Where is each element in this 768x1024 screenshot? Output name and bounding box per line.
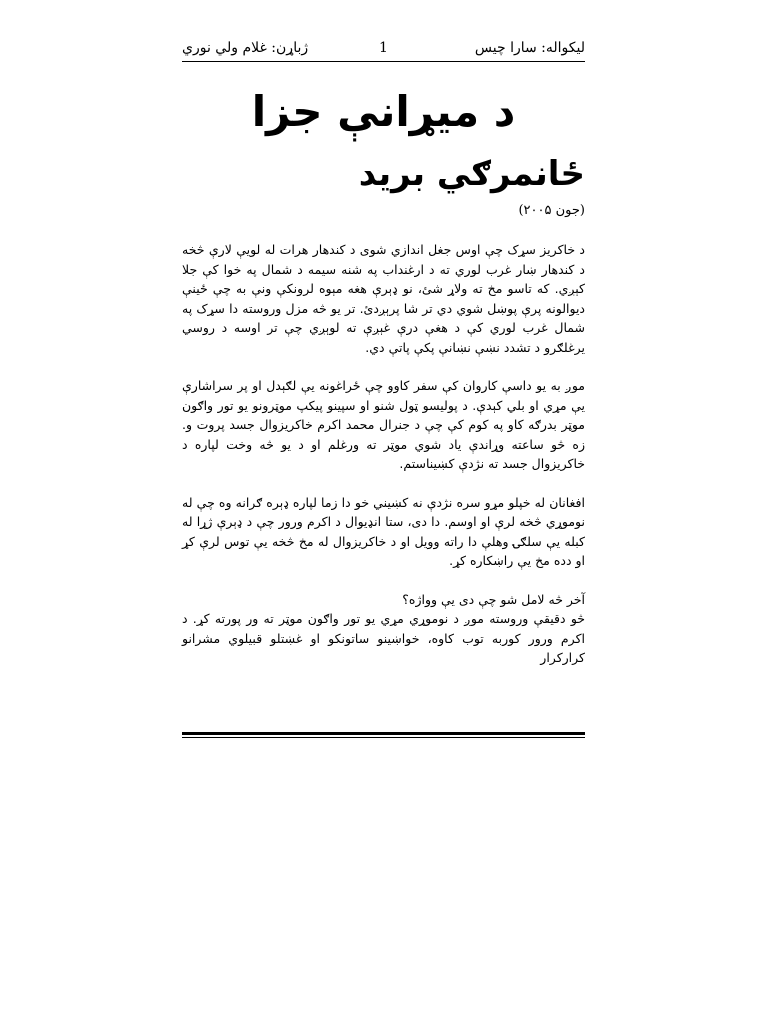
paragraph: موږ به يو داسې کاروان کې سفر کاوو چې ځراغونه يې لګېدل او پر سراشارې يې مړي او بلي کېدې. د پوليسو ټول شنو او سپينو پيکپ موټرونو يو تور واګون موټر بدرګه کاو په کوم کې چې د جنرال محمد اکرم خاکريزوال جسد پروت و. زه څو ساعته وړاندې ياد شوي موټر ته ورغلم او د يو څه وخت لپاره د خاکريزوال جسد ته نژدې کښيناستم. [182,378,585,471]
footer-rule-thin [182,737,585,738]
header-rule [182,61,585,62]
paragraph: د خاکريز سړک چې اوس جغل اندازي شوی د کندهار هرات له لويې لارې څخه د کندهار ښار غرب لوري ته د ارغنداب په شنه سيمه د شمال په خوا کې جلا کېږي. که تاسو مخ ته ولاړ شئ، نو ډېرې هغه مېوه لرونکې ونې به چې ځينې ديوالونه پرې پوښل شوي دي تر شا پرېږدئ. تر يو څه مزل وروسته دا سړک په شمال غرب لوري کې د هغې درې غېږې ته لوېږي چې تر اوسه د روسي يرغلګرو د تشدد نښې نښانې پکې پاتې دي. [182,242,585,355]
document-subtitle: ځانمرګي بريد [358,154,585,194]
publication-date: (جون ۲۰۰۵) [518,203,585,218]
page-number: 1 [379,40,388,56]
running-header [182,38,585,62]
footer-rule [182,732,585,735]
question-line: آخر څه لامل شو چې دی يې وواژه؟ [402,591,585,607]
document-title: د ميړانې جزا [251,87,516,136]
paragraph: افغانان له خپلو مړو سره نژدې نه کښيني خو دا زما لپاره ډېره ګرانه وه چې له نوموړي څخه لرې او اوسم. دا دی، ستا انډيوال د اکرم ورور چې د ډېرې ژړا له کبله يې سلګۍ وهلې دا راته وويل او د خاکريزوال له مخ څخه يې توس لرې کړ او دده مخ يې راښکاره کړ. [182,494,585,568]
header-author: ليکواله: سارا چيس [474,40,585,56]
article-body [182,240,585,668]
paragraph: څو دقيقې وروسته موږ د نوموړي مړي يو تور واګون موټر ته ور پورته کړ. د اکرم ورور کوربه توب کاوه، خواښينو ساتونکو او غښتلو قبيلوي مشرانو کرارکرار [182,611,585,665]
header-translator: ژباړن: غلام ولي نوري [182,40,309,56]
